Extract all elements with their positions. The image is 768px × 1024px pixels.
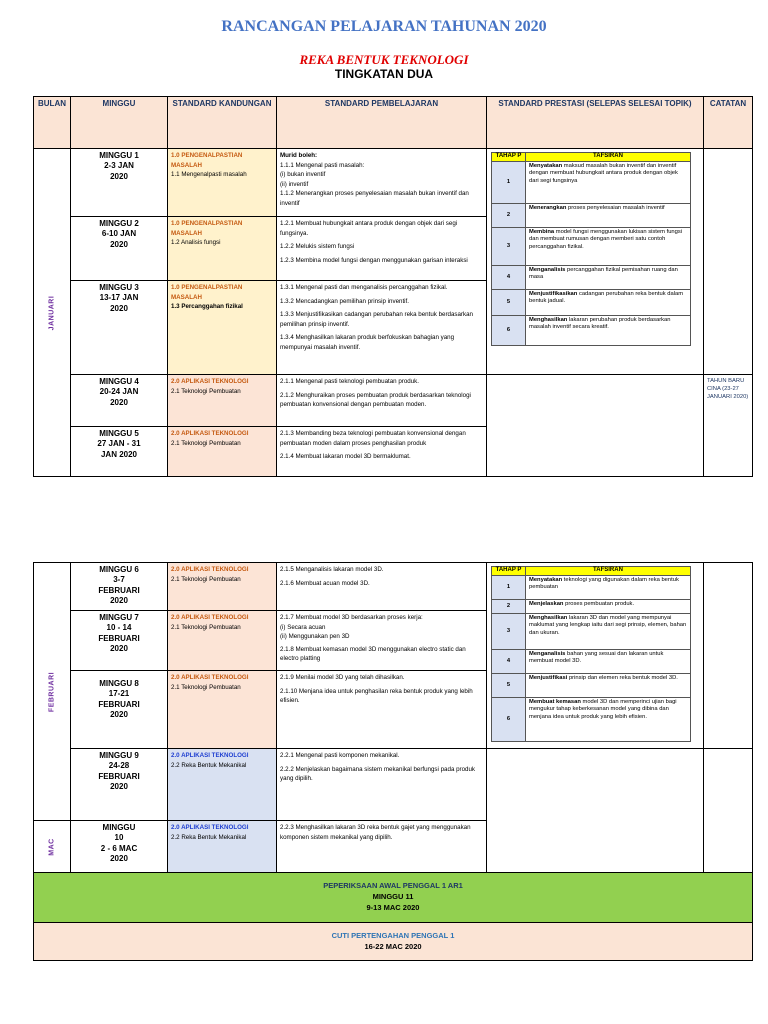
standard-prestasi-cell bbox=[487, 563, 704, 749]
standard-pembelajaran-cell: 2.1.7 Membuat model 3D berdasarkan proses kerja: (i) Secara acuan (ii) Menggunakan pen 3D 2.1.8 Membuat kemasan model 3D menggunakan electro static dan electro platting bbox=[277, 611, 487, 671]
col-header-sk: STANDARD KANDUNGAN bbox=[168, 97, 277, 149]
plan-table-2 bbox=[33, 562, 753, 961]
standard-kandungan-cell: 2.0 APLIKASI TEKNOLOGI 2.1 Teknologi Pembuatan bbox=[168, 671, 277, 749]
standard-kandungan-cell: 2.0 APLIKASI TEKNOLOGI 2.1 Teknologi Pembuatan bbox=[168, 375, 277, 427]
table-row bbox=[34, 563, 753, 611]
col-header-sp: STANDARD PEMBELAJARAN bbox=[277, 97, 487, 149]
col-header-bulan: BULAN bbox=[34, 97, 71, 149]
page-title: RANCANGAN PELAJARAN TAHUNAN 2020 bbox=[221, 18, 547, 35]
standard-kandungan-cell: 2.0 APLIKASI TEKNOLOGI 2.2 Reka Bentuk Mekanikal bbox=[168, 821, 277, 873]
holiday-band bbox=[34, 923, 753, 961]
form-title: TINGKATAN DUA bbox=[334, 67, 434, 81]
catatan-cell bbox=[704, 563, 753, 749]
week-cell: MINGGU 1 2-3 JAN 2020 bbox=[71, 149, 168, 217]
week-cell: MINGGU 6 3-7 FEBRUARI 2020 bbox=[71, 563, 168, 611]
catatan-cell bbox=[704, 149, 753, 375]
week-cell: MINGGU 2 6-10 JAN 2020 bbox=[71, 217, 168, 281]
col-header-minggu: MINGGU bbox=[71, 97, 168, 149]
standard-kandungan-cell: 2.0 APLIKASI TEKNOLOGI 2.1 Teknologi Pembuatan bbox=[168, 563, 277, 611]
standard-pembelajaran-cell: 2.1.5 Menganalisis lakaran model 3D. 2.1.6 Membuat acuan model 3D. bbox=[277, 563, 487, 611]
exam-week: MINGGU 11 bbox=[372, 892, 414, 902]
holiday-dates: 16-22 MAC 2020 bbox=[364, 941, 422, 951]
col-header-catatan: CATATAN bbox=[704, 97, 753, 149]
exam-title: PEPERIKSAAN AWAL PENGGAL 1 AR1 bbox=[323, 881, 463, 891]
standard-prestasi-cell bbox=[487, 149, 704, 375]
holiday-title: CUTI PERTENGAHAN PENGGAL 1 bbox=[331, 930, 455, 940]
tahap-table: TAHAP P TAFSIRAN 1 Menyatakan maksud masalah bukan inventif dan inventif dengan membuat hubungkait antara produk dengan objek dari segi fungsinya 2 Menerangkan proses penyelesaian masalah inventif 3 Membina model fungsi menggunakan lukisan sistem fungsi dan membuat rumusan dengan memberi satu contoh percanggahan fizikal. 4 Menganalisis percanggahan fizikal pemisahan ruang dan masa 5 Menjustifikasikan cadangan perubahan reka bentuk dalam bentuk jadual. 6 Menghasilkan lakaran perubahan produk berdasarkan masalah inventif secara kreatif. bbox=[491, 152, 691, 346]
standard-kandungan-cell: 1.0 PENGENALPASTIAN MASALAH 1.3 Percanggahan fizikal bbox=[168, 281, 277, 375]
standard-pembelajaran-cell: 2.1.3 Membanding beza teknologi pembuatan konvensional dengan pembuatan moden dalam proses penghasilan produk 2.1.4 Membuat lakaran model 3D bermaklumat. bbox=[277, 427, 487, 477]
subject-title: REKA BENTUK TEKNOLOGI bbox=[299, 52, 469, 67]
week-cell: MINGGU 10 2 - 6 MAC 2020 bbox=[71, 821, 168, 873]
week-cell: MINGGU 7 10 - 14 FEBRUARI 2020 bbox=[71, 611, 168, 671]
standard-pembelajaran-cell: 2.2.3 Menghasilkan lakaran 3D reka bentuk gajet yang menggunakan komponen sistem mekanikal yang dipilih. bbox=[277, 821, 487, 873]
catatan-cell bbox=[704, 749, 753, 873]
standard-kandungan-cell: 2.0 APLIKASI TEKNOLOGI 2.1 Teknologi Pembuatan bbox=[168, 611, 277, 671]
exam-band bbox=[34, 873, 753, 923]
col-header-prestasi: STANDARD PRESTASI (SELEPAS SELESAI TOPIK) bbox=[487, 97, 704, 149]
week-cell: MINGGU 8 17-21 FEBRUARI 2020 bbox=[71, 671, 168, 749]
table-row bbox=[34, 375, 753, 427]
month-cell-januari: JANUARI bbox=[34, 149, 71, 477]
plan-table-1 bbox=[33, 96, 753, 477]
standard-kandungan-cell: 2.0 APLIKASI TEKNOLOGI 2.1 Teknologi Pembuatan bbox=[168, 427, 277, 477]
standard-kandungan-cell: 1.0 PENGENALPASTIAN MASALAH 1.2 Analisis fungsi bbox=[168, 217, 277, 281]
week-cell: MINGGU 9 24-28 FEBRUARI 2020 bbox=[71, 749, 168, 821]
week-cell: MINGGU 3 13-17 JAN 2020 bbox=[71, 281, 168, 375]
standard-pembelajaran-cell: Murid boleh: 1.1.1 Mengenal pasti masalah: (i) bukan inventif (ii) inventif 1.1.2 Menerangkan proses penyelesaian masalah bukan inventif dan inventif bbox=[277, 149, 487, 217]
standard-prestasi-cell bbox=[487, 375, 704, 477]
standard-pembelajaran-cell: 2.1.9 Menilai model 3D yang telah dihasilkan. 2.1.10 Menjana idea untuk penghasilan reka bentuk produk yang lebih efisien. bbox=[277, 671, 487, 749]
tahap-table: TAHAP P TAFSIRAN 1 Menyatakan teknologi yang digunakan dalam reka bentuk pembuatan 2 Menjelaskan proses pembuatan produk. 3 Menghasilkan lakaran 3D dan model yang mempunyai maklumat yang lengkap iaitu dari segi prinsip, elemen, bahan dan ukuran. 4 Menganalisis bahan yang sesuai dan lakaran untuk membuat model 3D. 5 Menjustifikasi prinsip dan elemen reka bentuk model 3D. 6 Membuat kemasan model 3D dan memperinci ujian bagi mengukur tahap keberkesanan model yang dibina dan menjana idea untuk produk yang lebih efisien. bbox=[491, 566, 691, 742]
table-row bbox=[34, 749, 753, 821]
week-cell: MINGGU 5 27 JAN - 31 JAN 2020 bbox=[71, 427, 168, 477]
standard-pembelajaran-cell: 1.2.1 Membuat hubungkait antara produk dengan objek dari segi fungsinya. 1.2.2 Melukis sistem fungsi 1.2.3 Membina model fungsi dengan menggunakan garisan interaksi bbox=[277, 217, 487, 281]
week-cell: MINGGU 4 20-24 JAN 2020 bbox=[71, 375, 168, 427]
month-cell-februari: FEBRUARI bbox=[34, 563, 71, 821]
standard-pembelajaran-cell: 2.1.1 Mengenal pasti teknologi pembuatan produk. 2.1.2 Menghuraikan proses pembuatan produk berdasarkan teknologi pembuatan konvensional dengan pembuatan moden. bbox=[277, 375, 487, 427]
standard-pembelajaran-cell: 2.2.1 Mengenal pasti komponen mekanikal. 2.2.2 Menjelaskan bagaimana sistem mekanikal berfungsi pada produk yang dipilih. bbox=[277, 749, 487, 821]
standard-kandungan-cell: 1.0 PENGENALPASTIAN MASALAH 1.1 Mengenalpasti masalah bbox=[168, 149, 277, 217]
standard-pembelajaran-cell: 1.3.1 Mengenal pasti dan menganalisis percanggahan fizikal. 1.3.2 Mencadangkan pemilihan prinsip inventif. 1.3.3 Menjustifikasikan cadangan perubahan reka bentuk berdasarkan pemilihan prinsip inventif. 1.3.4 Menghasilkan lakaran produk berfokuskan bahagian yang mempunyai masalah inventif. bbox=[277, 281, 487, 375]
standard-kandungan-cell: 2.0 APLIKASI TEKNOLOGI 2.2 Reka Bentuk Mekanikal bbox=[168, 749, 277, 821]
exam-dates: 9-13 MAC 2020 bbox=[366, 902, 420, 912]
table-row bbox=[34, 149, 753, 217]
catatan-note: TAHUN BARU CINA (23-27 JANUARI 2020) bbox=[704, 375, 753, 477]
month-cell-mac: MAC bbox=[34, 821, 71, 873]
standard-prestasi-cell bbox=[487, 749, 704, 873]
